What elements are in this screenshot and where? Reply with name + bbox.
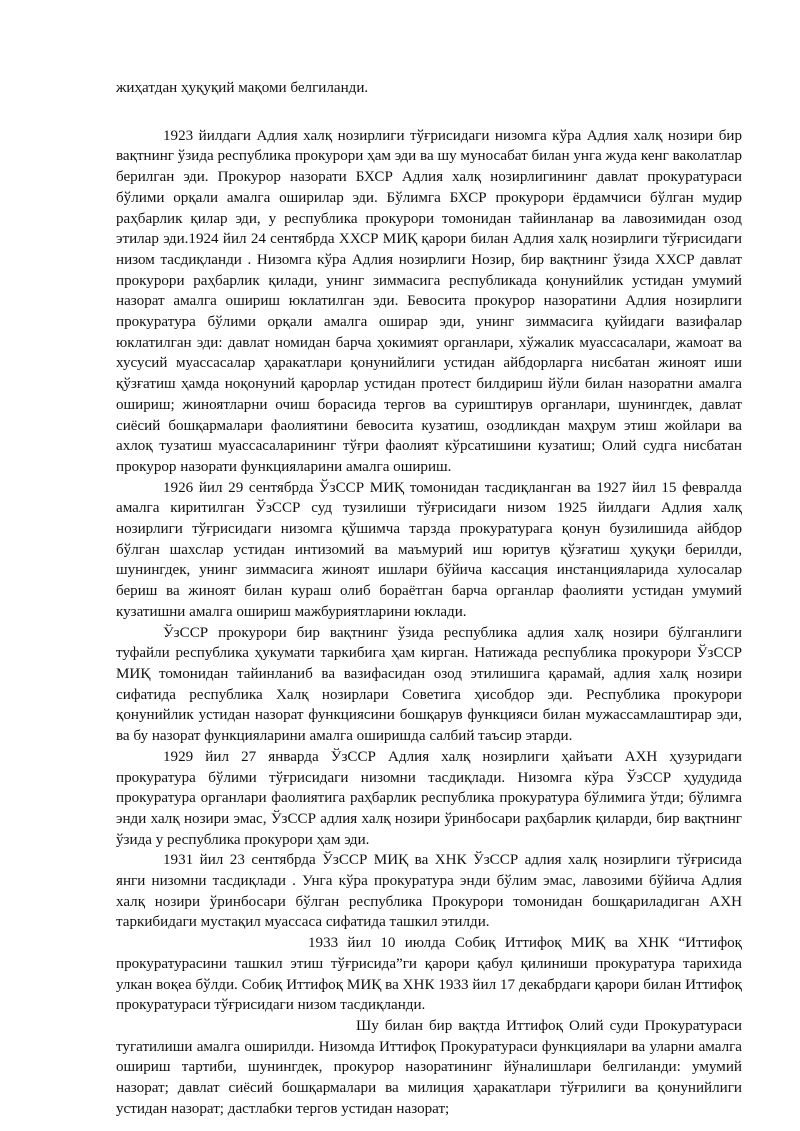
paragraph-1929: 1929 йил 27 январда ЎзССР Адлия халқ нозирлиги ҳайъати АХН ҳузуридаги прокуратура бўлими тўғрисидаги низомни тасдиқлади. Низомга кўра ЎзССР ҳудудида прокуратура органлари фаолиятига раҳбарлик республика прокуратура бўлимига ўтди; бўлимга энди халқ нозири эмас, ЎзССР адлия халқ нозири ўринбосари раҳбарлик қиларди, бир вақтнинг ўзида у республика прокурори ҳам эди. xyxy=(116,748,742,848)
document-page xyxy=(116,78,742,1119)
paragraph-1926: 1926 йил 29 сентябрда ЎзССР МИҚ томонидан тасдиқланган ва 1927 йил 15 февралда амалга киритилган ЎзССР суд тузилиши тўғрисидаги низом 1925 йилдаги Адлия халқ нозирлиги тўғрисидаги низомга қўшимча тарзда прокуратурага қонун бузилишида айбдор бўлган шахслар устидан интизомий ва маъмурий иш юритув қўзғатиш ҳуқуқи берилди, шунингдек, унинг зиммасига жиноят ишлари бўйича кассация инстанцияларида хулосалар бериш ва жиноят билан кураш олиб бораётган барча органлар фаолияти устидан умумий кузатишни амалга ошириш мажбуриятларини юклади. xyxy=(116,479,742,620)
paragraph-1933: 1933 йил 10 июлда Собиқ Иттифоқ МИҚ ва ХНК “Иттифоқ прокуратурасини ташкил этиш тўғрисида”ги қарори қабул қилиниши прокуратура тарихида улкан воқеа бўлди. Собиқ Иттифоқ МИҚ ва ХНК 1933 йил 17 декабрдаги қарори билан Иттифоқ прокуратураси тўғрисидаги низом тасдиқланди. xyxy=(116,935,742,1014)
paragraph-continuation: жиҳатдан ҳуқуқий мақоми белгиланди. xyxy=(116,80,369,96)
paragraph-1923: 1923 йилдаги Адлия халқ нозирлиги тўғрисидаги низомга кўра Адлия халқ нозири бир вақтнинг ўзида республика прокурори ҳам эди ва шу муносабат билан унга жуда кенг ваколатлар берилган эди. Прокурор назорати БХСР Адлия халқ нозирлигининг давлат прокуратураси бўлими орқали амалга оширилар эди. Бўлимга БХСР прокурори ёрдамчиси бўлган мудир раҳбарлик қилар эди, у республика прокурори томонидан тайинланар ва лавозимидан озод этилар эди.1924 йил 24 сентябрда ХХСР МИҚ қарори билан Адлия халқ нозирлиги тўғрисидаги низом тасдиқланди . Низомга кўра Адлия нозирлиги Нозир, бир вақтнинг ўзида ХХСР давлат прокурори раҳбарлик қилади, унинг зиммасига республикада қонунийлик устидан умумий назорат амалга ошириш юклатилган эди. Бевосита прокурор назоратини Адлия нозирлиги прокуратура бўлими орқали амалга оширар эди, унинг зиммасига қуйидаги вазифалар юклатилган эди: давлат номидан барча ҳокимият органлари, хўжалик муассасалари, жамоат ва хусусий муассасалар ҳаракатлари қонунийлиги устидан айбдорларга нисбатан жиноят иши қўзғатиш ҳамда ноқонуний қарорлар устидан протест билдириш йўли билан назоратни амалга ошириш; жиноятларни очиш борасида тергов ва суриштирув органлари, шунингдек, давлат сиёсий бошқармалари фаолиятини бевосита кузатиш, озодликдан маҳрум этиш жойлари ва ахлоқ тузатиш муассасаларининг тўғри фаолият кўрсатишини кузатиш; Олий судга нисбатан прокурор назорати функцияларини амалга ошириш. xyxy=(116,127,742,475)
paragraph-uzssr-prosecutor: ЎзССР прокурори бир вақтнинг ўзида республика адлия халқ нозири бўлганлиги туфайли республика ҳукумати таркибига ҳам кирган. Натижада республика прокурори ЎзССР МИҚ томонидан тайинланиб ва вазифасидан озод этилишига қарамай, адлия халқ нозири сифатида республика Халқ нозирлари Советига ҳисобдор эди. Республика прокурори қонунийлик устидан назорат функциясини бошқарув функцияси билан мужассамлаштирар эди, ва бу назорат функцияларини амалга оширишда салбий таъсир этарди. xyxy=(116,624,742,745)
paragraph-1931: 1931 йил 23 сентябрда ЎзССР МИҚ ва ХНК ЎзССР адлия халқ нозирлиги тўғрисида янги низомни тасдиқлади . Унга кўра прокуратура энди бўлим эмас, лавозими бўйича Адлия халқ нозири ўринбосари бўлган республика Прокурори томонидан бошқариладиган АХН таркибидаги мустақил муассаса сифатида ташкил этилди. xyxy=(116,852,742,931)
paragraph-supreme-court: Шу билан бир вақтда Иттифоқ Олий суди Прокуратураси тугатилиши амалга оширилди. Низомда Иттифоқ Прокуратураси функциялари ва уларни амалга ошириш тартиби, шунингдек, прокурор назоратининг йўналишлари белгиланди: умумий назорат; давлат сиёсий бошқармалари ва милиция ҳаракатлари тўғрилиги ва қонунийлиги устидан назорат; дастлабки тергов устидан назорат; xyxy=(116,1017,742,1117)
